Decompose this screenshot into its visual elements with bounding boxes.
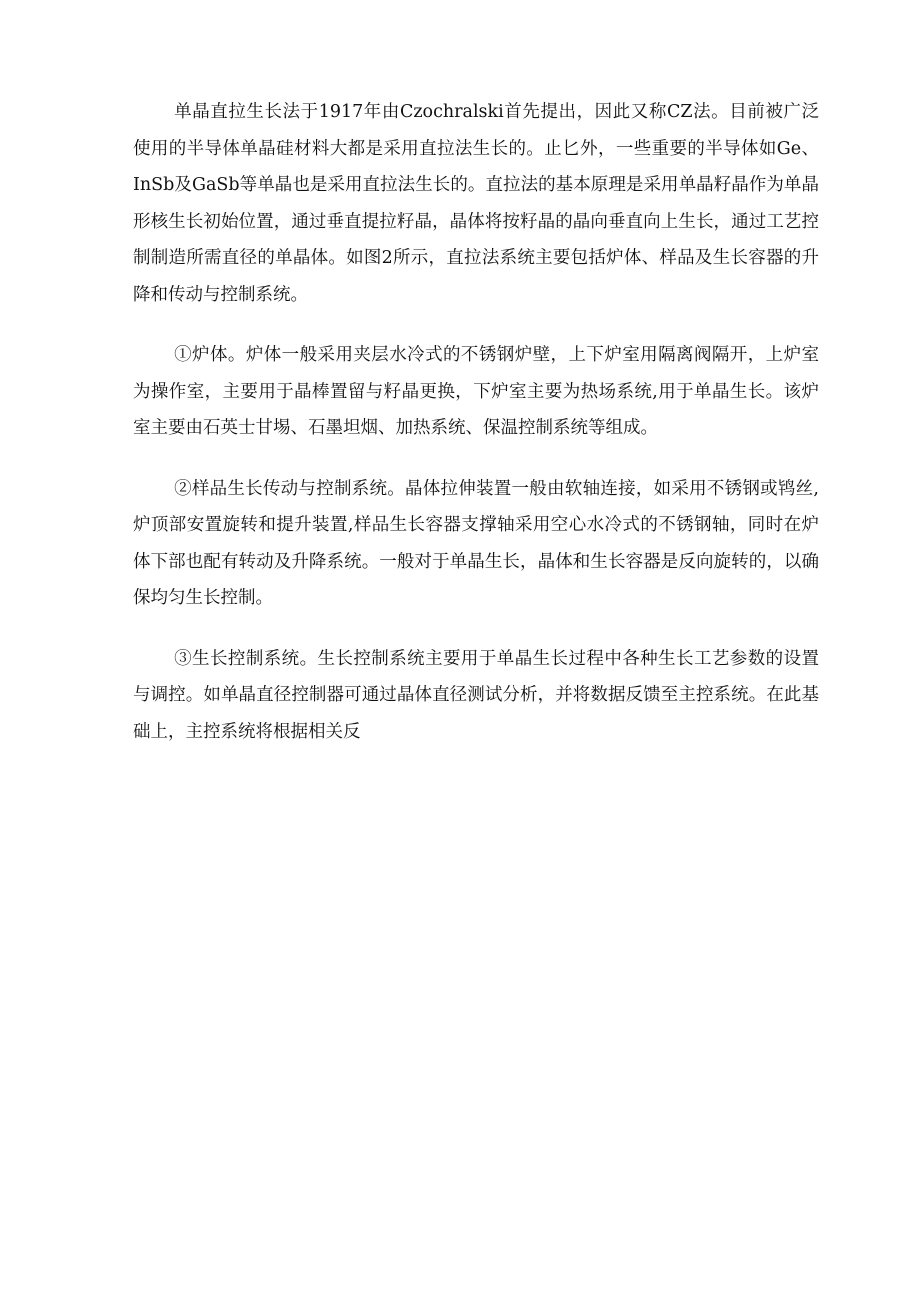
paragraph-czochralski-intro: 单晶直拉生长法于1917年由Czochralski首先提出，因此又称CZ法。目前被广泛使用的半导体单晶硅材料大都是采用直拉法生长的。止匕外，一些重要的半导体如Ge、InSb及GaSb等单晶也是采用直拉法生长的。直拉法的基本原理是采用单晶籽晶作为单晶形核生长初始位置，通过垂直提拉籽晶，晶体将按籽晶的晶向垂直向上生长，通过工艺控制制造所需直径的单晶体。如图2所示，直拉法系统主要包括炉体、样品及生长容器的升降和传动与控制系统。 (133, 102, 819, 305)
paragraph-transmission-control: ②样品生长传动与控制系统。晶体拉伸装置一般由软轴连接，如采用不锈钢或鸨丝,炉顶部安置旋转和提升装置,样品生长容器支撑轴采用空心水冷式的不锈钢轴，同时在炉体下部也配有转动及升降系统。一般对于单晶生长，晶体和生长容器是反向旋转的，以确保均匀生长控制。 (133, 478, 819, 608)
document-body (133, 94, 819, 774)
paragraph-furnace-body: ①炉体。炉体一般采用夹层水冷式的不锈钢炉壁，上下炉室用隔离阀隔开，上炉室为操作室，主要用于晶棒置留与籽晶更换，下炉室主要为热场系统,用于单晶生长。该炉室主要由石英士甘埸、石墨坦烟、加热系统、保温控制系统等组成。 (133, 345, 819, 438)
paragraph-growth-control: ③生长控制系统。生长控制系统主要用于单晶生长过程中各种生长工艺参数的设置与调控。如单晶直径控制器可通过晶体直径测试分析，并将数据反馈至主控系统。在此基础上，主控系统将根据相关反 (133, 648, 819, 742)
